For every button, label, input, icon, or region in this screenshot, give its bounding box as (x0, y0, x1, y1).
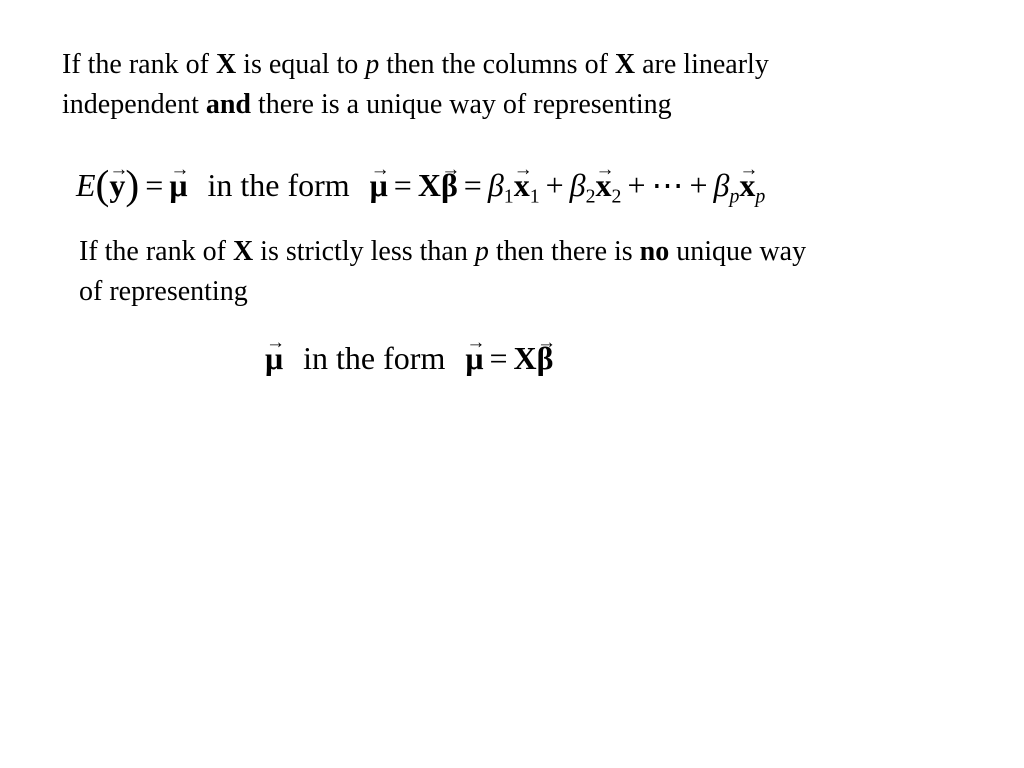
emphasis-no: no (639, 236, 670, 267)
text-segment: of representing (79, 276, 248, 307)
vector-x: → x (739, 165, 755, 205)
vector-x: → x (514, 165, 530, 205)
equation-nonunique-representation (265, 338, 553, 378)
text-segment: independent (62, 89, 206, 120)
in-the-form-text: in the form (207, 167, 350, 203)
subscript-1: 1 (503, 185, 514, 208)
text-segment: is strictly less than (253, 236, 475, 267)
beta-coefficient: β (487, 167, 504, 203)
subscript-p: p (729, 185, 740, 208)
emphasis-and: and (205, 89, 251, 120)
paragraph-line (62, 85, 769, 125)
paragraph-line (79, 232, 806, 272)
text-segment: are linearly (635, 49, 769, 80)
right-paren: ) (125, 161, 140, 208)
text-segment: there is a unique way of representing (251, 89, 672, 120)
paragraph-rank-less-p (79, 232, 806, 312)
subscript-2: 2 (585, 185, 596, 208)
subscript-2: 2 (611, 185, 622, 208)
beta-coefficient: β (713, 167, 730, 203)
equals-sign: = (463, 167, 482, 203)
matrix-X: X (513, 340, 537, 376)
matrix-symbol: X (215, 49, 237, 80)
plus-sign: + (689, 167, 708, 203)
vector-y: → y (109, 165, 125, 205)
text-segment: unique way (669, 236, 807, 267)
ellipsis: ⋯ (651, 167, 684, 203)
text-segment: then the columns of (379, 49, 615, 80)
matrix-symbol: X (614, 49, 636, 80)
expectation-symbol: E (76, 167, 96, 203)
plus-sign: + (545, 167, 564, 203)
in-the-form-text: in the form (303, 340, 446, 376)
p-symbol: p (365, 49, 380, 80)
text-segment: If the rank of (79, 236, 233, 267)
left-paren: ( (95, 161, 110, 208)
vector-x: → x (596, 165, 612, 205)
vector-mu: → μ (370, 165, 388, 205)
text-segment: If the rank of (62, 49, 216, 80)
paragraph-line (62, 45, 769, 85)
beta-coefficient: β (569, 167, 586, 203)
paragraph-rank-equal-p (62, 45, 769, 125)
equals-sign: = (145, 167, 164, 203)
subscript-p: p (755, 185, 766, 208)
matrix-X: X (417, 167, 441, 203)
vector-beta: → β (441, 165, 458, 205)
subscript-1: 1 (529, 185, 540, 208)
vector-beta: → β (537, 338, 554, 378)
paragraph-line (79, 272, 806, 312)
equation-unique-representation (76, 161, 766, 208)
vector-mu: → μ (265, 338, 283, 378)
equals-sign: = (393, 167, 412, 203)
text-segment: then there is (488, 236, 640, 267)
vector-mu: → μ (465, 338, 483, 378)
p-symbol: p (474, 236, 489, 267)
plus-sign: + (627, 167, 646, 203)
equals-sign: = (489, 340, 508, 376)
matrix-symbol: X (232, 236, 254, 267)
vector-mu: → μ (169, 165, 187, 205)
text-segment: is equal to (236, 49, 366, 80)
